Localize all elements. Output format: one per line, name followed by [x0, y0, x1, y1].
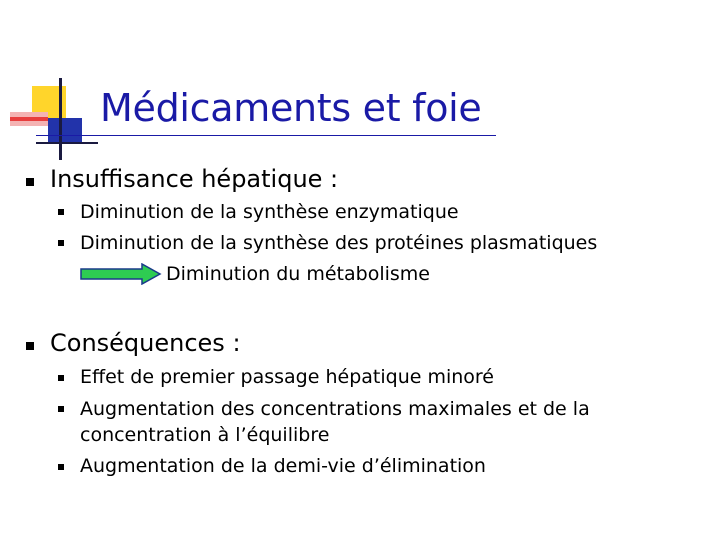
list-item-continuation: concentration à l’équilibre [80, 424, 330, 446]
bullet-marker [26, 178, 34, 186]
bullet-marker [26, 342, 34, 350]
list-item: Diminution de la synthèse enzymatique [80, 201, 459, 223]
arrow-result-text: Diminution du métabolisme [166, 263, 430, 285]
section-heading-consequences: Conséquences : [50, 329, 241, 357]
bullet-marker [58, 375, 64, 381]
section-heading-insuffisance: Insuffisance hépatique : [50, 165, 339, 193]
slide-title: Médicaments et foie [100, 86, 482, 130]
bullet-marker [58, 240, 64, 246]
right-arrow-icon [80, 263, 162, 285]
decorative-logo [0, 0, 100, 170]
list-item: Effet de premier passage hépatique minoré [80, 366, 495, 388]
bullet-marker [58, 209, 64, 215]
title-underline [36, 135, 496, 136]
list-item: Augmentation de la demi-vie d’élimination [80, 455, 486, 477]
list-item: Augmentation des concentrations maximales et de la [80, 398, 590, 420]
list-item: Diminution de la synthèse des protéines plasmatiques [80, 232, 598, 254]
bullet-marker [58, 464, 64, 470]
bullet-marker [58, 406, 64, 412]
